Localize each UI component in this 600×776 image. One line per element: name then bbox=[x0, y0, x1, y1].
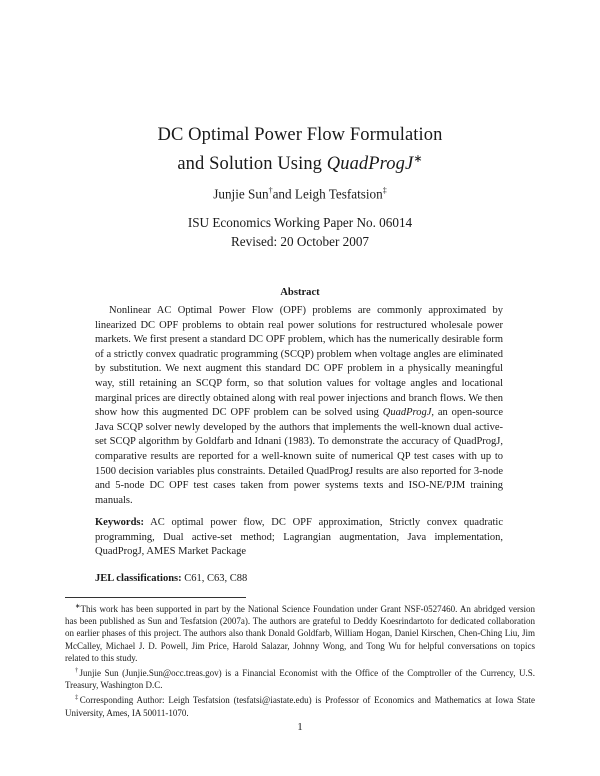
keywords-label: Keywords: bbox=[95, 517, 144, 528]
title-line-2-prefix: and Solution Using bbox=[177, 154, 327, 175]
abstract-software-name: QuadProgJ bbox=[382, 407, 432, 419]
footnote-3 bbox=[65, 692, 535, 718]
paper-info bbox=[60, 214, 540, 251]
working-paper-series: ISU Economics Working Paper No. 06014 bbox=[187, 215, 413, 230]
jel-text: C61, C63, C88 bbox=[184, 573, 248, 584]
author-2: Leigh Tesfatsion bbox=[294, 186, 383, 202]
paper-title bbox=[60, 123, 540, 176]
keywords-text: AC optimal power flow, DC OPF approximation, Strictly convex quadratic programming, Dual active-set method; Lagrangian augmentation, Java implementation, QuadProgJ, AMES Market Package bbox=[95, 517, 503, 558]
footnote-2-text: Junjie Sun (Junjie.Sun@occ.treas.gov) is a Financial Economist with the Office of the Comptroller of the Currency, U.S. Treasury, Washington D.C. bbox=[65, 668, 536, 691]
abstract-body bbox=[95, 304, 503, 508]
authors-line bbox=[60, 182, 540, 203]
author-1-mark: † bbox=[268, 186, 273, 195]
abstract-text-part-1: Nonlinear AC Optimal Power Flow (OPF) problems are commonly approximated by linearized DC OPF problems to obtain real power solutions for restructured wholesale power markets. We first present a standard DC OPF problem, which has the numerically desirable form of a strictly convex quadratic programming (SCQP) problem when voltage angles are eliminated by substitution. We next augment this standard DC OPF problem in a physically meaningful way, still retaining an SCQP form, so that solution values for voltage angles and locational marginal prices are directly obtained along with real power injections and branch flows. We then show how this augmented DC OPF problem can be solved using bbox=[95, 305, 503, 419]
author-1: Junjie Sun bbox=[213, 186, 269, 202]
author-connector: and bbox=[272, 186, 295, 202]
footnote-2 bbox=[65, 665, 535, 691]
revision-date: Revised: 20 October 2007 bbox=[230, 233, 370, 249]
footnote-1-mark: ∗ bbox=[75, 603, 81, 610]
jel-label: JEL classifications: bbox=[95, 573, 182, 584]
footnote-1-text: This work has been supported in part by the National Science Foundation under Grant NSF-0527460. An abridged version has been published as Sun and Tesfatsion (2007a). The authors are grateful to Deddy Koesrindartoto for dedicated collaboration on earlier phases of this project. The authors also thank Donald Goldfarb, William Hogan, Daniel Kirschen, Chen-Ching Liu, Jim McCalley, Michael J. D. Powell, Jim Price, Harold Salazar, Johnny Wong, and Tong Wu for helpful conversations on topics related to this study. bbox=[65, 604, 535, 663]
author-2-mark: ‡ bbox=[382, 186, 387, 195]
jel-classifications bbox=[95, 572, 503, 586]
footnote-1 bbox=[65, 601, 535, 664]
footnote-3-mark: ‡ bbox=[75, 694, 80, 702]
page-number: 1 bbox=[297, 721, 303, 733]
abstract-text-part-2: , an open-source Java SCQP solver newly developed by the authors that implements the well-known dual active-set SCQP algorithm by Goldfarb and Idnani (1983). To demonstrate the accuracy of QuadProgJ, comparative results are reported for a well-known suite of numerical QP test cases with up to 1500 decision variables plus constraints. Detailed QuadProgJ results are also reported for 3-node and 5-node DC OPF test cases taken from power systems texts and ISO-NE/PJM training manuals. bbox=[95, 407, 503, 506]
title-line-2 bbox=[60, 147, 540, 176]
keywords bbox=[95, 516, 503, 560]
footnotes bbox=[65, 601, 535, 720]
abstract-heading: Abstract bbox=[280, 287, 320, 298]
title-footnote-mark: ∗ bbox=[413, 153, 423, 165]
footnote-divider bbox=[65, 597, 246, 598]
footnote-3-text: Corresponding Author: Leigh Tesfatsion (tesfatsi@iastate.edu) is Professor of Economics and Mathematics at Iowa State University, Ames, IA 50011-1070. bbox=[65, 695, 535, 718]
title-software-name: QuadProgJ bbox=[326, 154, 414, 175]
title-line-1: DC Optimal Power Flow Formulation bbox=[157, 125, 443, 145]
footnote-2-mark: † bbox=[75, 667, 80, 675]
